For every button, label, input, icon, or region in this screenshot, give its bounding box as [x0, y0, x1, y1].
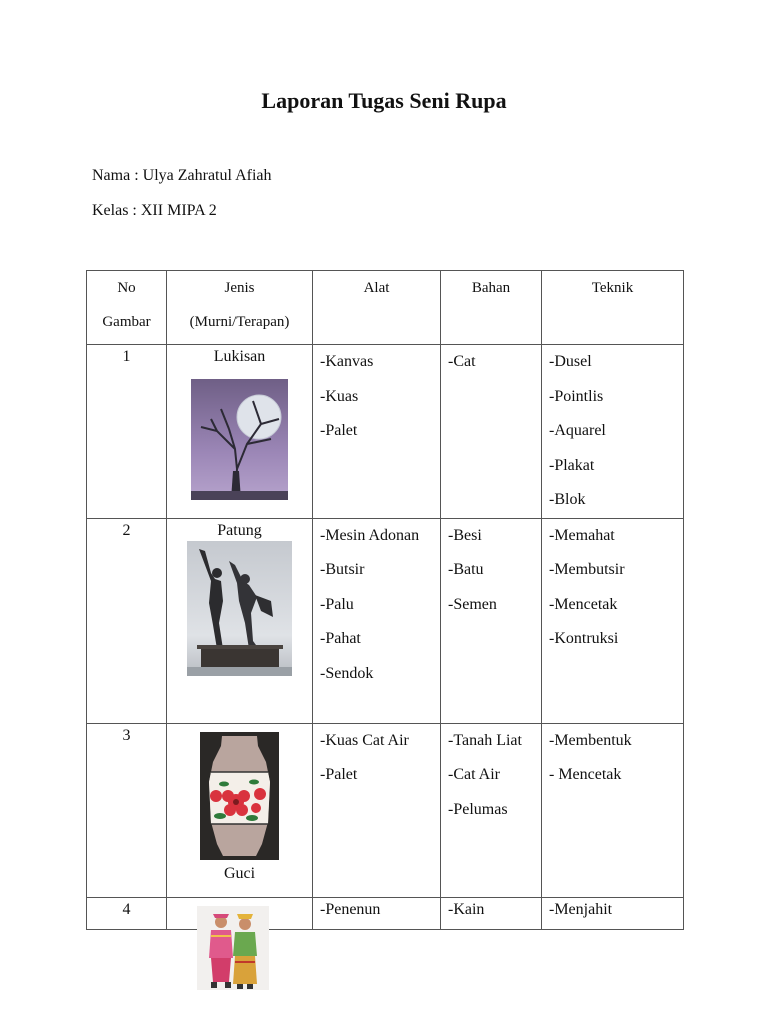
header-jenis-line1: Jenis [224, 280, 255, 296]
alat-item: -Palet [320, 766, 358, 783]
teknik-item: -Memahat [549, 526, 615, 544]
alat-item: -Palu [320, 595, 354, 613]
student-name: Nama : Ulya Zahratul Afiah [92, 167, 272, 184]
row-jenis-cell [167, 897, 313, 929]
report-table [86, 270, 684, 930]
bahan-item: -Pelumas [448, 800, 508, 818]
row-alat-cell [313, 897, 441, 929]
header-jenis [167, 271, 313, 345]
header-teknik: Teknik [542, 271, 684, 345]
header-alat: Alat [313, 271, 441, 345]
page-title: Laporan Tugas Seni Rupa [261, 88, 507, 113]
bahan-item: -Kain [448, 900, 485, 918]
row-teknik-cell [542, 723, 684, 897]
row-no-cell [87, 897, 167, 929]
teknik-item: -Dusel [549, 353, 592, 370]
alat-item: -Palet [320, 422, 358, 439]
row-alat-cell [313, 723, 441, 897]
alat-item: -Kanvas [320, 353, 374, 370]
teknik-item: -Aquarel [549, 422, 606, 439]
row-no-cell [87, 345, 167, 519]
table-row [87, 897, 684, 929]
row-no-cell [87, 723, 167, 897]
row-no-cell [87, 518, 167, 723]
teknik-item: -Menjahit [549, 900, 613, 918]
row-bahan-cell [441, 345, 542, 519]
row-alat-cell [313, 518, 441, 723]
row-no: 4 [122, 900, 131, 918]
alat-item: -Butsir [320, 561, 365, 578]
painting-image [191, 379, 288, 500]
alat-item: -Pahat [320, 630, 361, 647]
header-no-line2: Gambar [102, 314, 151, 330]
table-row [87, 518, 684, 723]
bahan-item: -Cat Air [448, 766, 500, 783]
header-no-line1: No [117, 280, 136, 296]
alat-item: -Kuas [320, 387, 359, 405]
teknik-item: -Kontruksi [549, 630, 619, 647]
teknik-item: - Mencetak [549, 766, 622, 783]
alat-item: -Sendok [320, 664, 374, 682]
teknik-item: -Blok [549, 491, 586, 508]
row-no: 2 [122, 521, 131, 539]
table-header-row [87, 271, 684, 345]
alat-item: -Kuas Cat Air [320, 731, 409, 749]
alat-item: -Mesin Adonan [320, 526, 420, 544]
row-no: 3 [122, 726, 131, 744]
row-bahan-cell [441, 518, 542, 723]
bahan-item: -Semen [448, 595, 497, 613]
row-teknik-cell [542, 345, 684, 519]
bahan-item: -Tanah Liat [448, 731, 522, 749]
alat-item: -Penenun [320, 900, 381, 918]
teknik-item: -Pointlis [549, 387, 604, 405]
row-bahan-cell [441, 723, 542, 897]
row-jenis-cell [167, 518, 313, 723]
row-no: 1 [122, 348, 131, 365]
traditional-clothing-image [197, 906, 269, 990]
row-jenis: Guci [223, 864, 256, 882]
teknik-item: -Mencetak [549, 595, 618, 613]
table-row [87, 345, 684, 519]
vase-image [200, 732, 279, 860]
row-jenis-cell [167, 345, 313, 519]
table-row [87, 723, 684, 897]
bahan-item: -Batu [448, 561, 484, 578]
teknik-item: -Membutsir [549, 561, 625, 578]
teknik-item: -Plakat [549, 456, 595, 474]
bahan-item: -Besi [448, 526, 482, 544]
bahan-item: -Cat [448, 353, 476, 370]
row-bahan-cell [441, 897, 542, 929]
statue-image [187, 541, 292, 676]
header-bahan: Bahan [441, 271, 542, 345]
row-jenis: Lukisan [213, 348, 266, 365]
teknik-item: -Membentuk [549, 731, 632, 749]
header-jenis-line2: (Murni/Terapan) [189, 314, 290, 330]
row-teknik-cell [542, 518, 684, 723]
row-jenis: Patung [217, 521, 262, 539]
row-teknik-cell [542, 897, 684, 929]
row-jenis-cell [167, 723, 313, 897]
row-alat-cell [313, 345, 441, 519]
header-no [87, 271, 167, 345]
student-class: Kelas : XII MIPA 2 [92, 202, 217, 219]
